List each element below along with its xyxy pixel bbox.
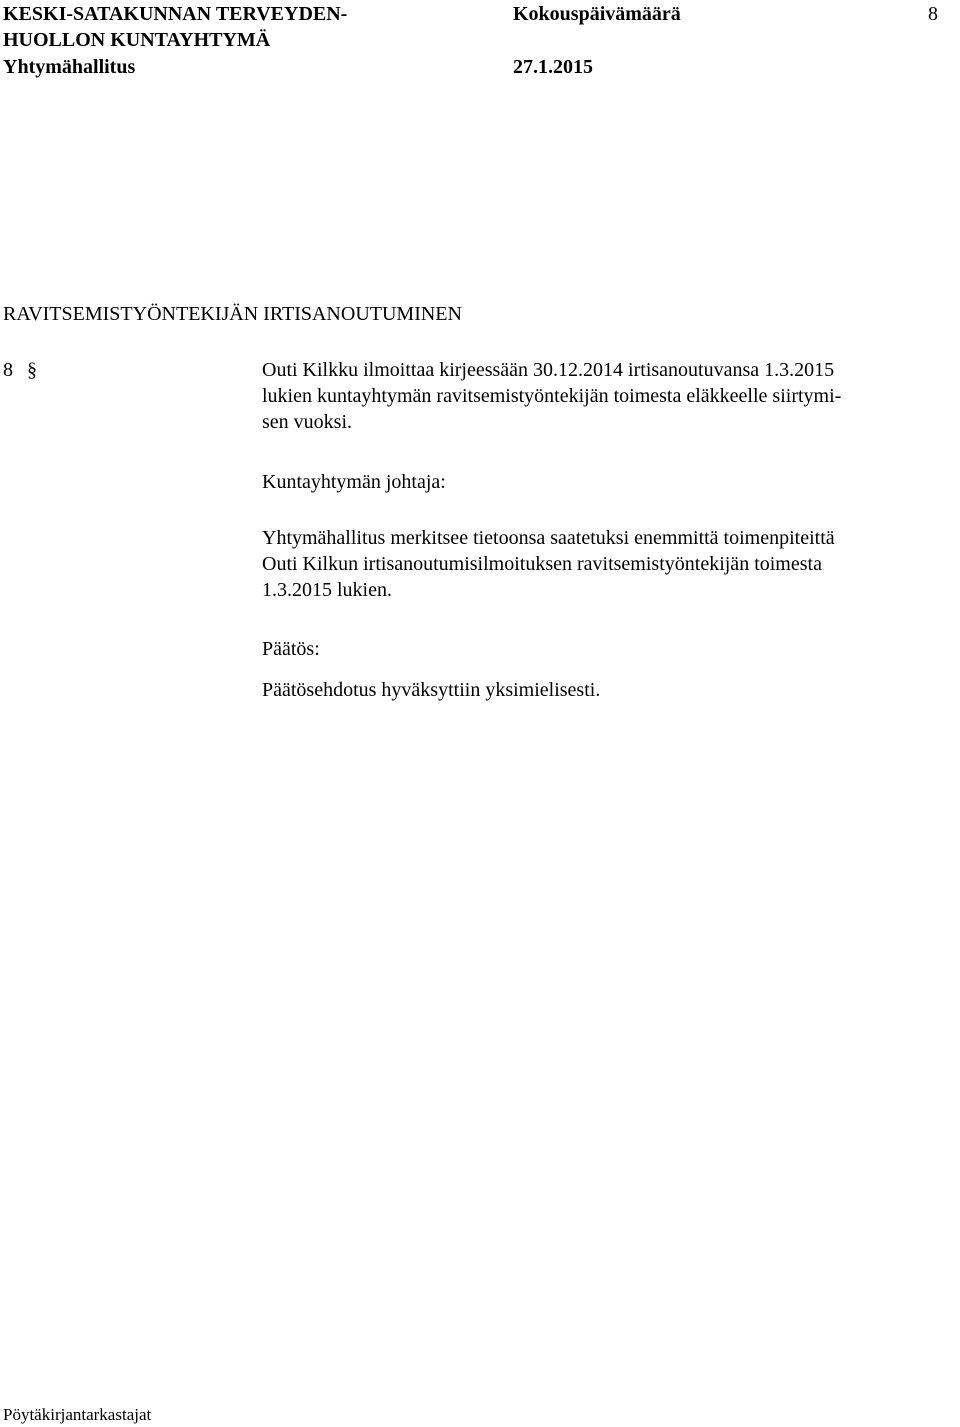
- body-name: Yhtymähallitus: [3, 56, 136, 78]
- intro-line: lukien kuntayhtymän ravitsemistyöntekijän toimesta eläkkeelle siirtymi-: [262, 385, 842, 407]
- proposal-line: Outi Kilkun irtisanoutumisilmoituksen ravitsemistyöntekijän toimesta: [262, 553, 822, 575]
- proposal-paragraph: [262, 525, 952, 603]
- proposal-line: Yhtymähallitus merkitsee tietoonsa saatetuksi enemmittä toimenpiteittä: [262, 527, 835, 549]
- intro-paragraph: [262, 357, 952, 435]
- decision-text: Päätösehdotus hyväksyttiin yksimielisesti.: [262, 679, 601, 701]
- meeting-date-value: 27.1.2015: [513, 56, 593, 78]
- footer-reviewers-label: Pöytäkirjantarkastajat: [3, 1405, 152, 1424]
- page-number: 8: [928, 3, 938, 25]
- organization-name-line2: HUOLLON KUNTAYHTYMÄ: [3, 29, 271, 51]
- section-number: 8: [3, 359, 13, 381]
- intro-line: Outi Kilkku ilmoittaa kirjeessään 30.12.2014 irtisanoutuvansa 1.3.2015: [262, 359, 835, 381]
- intro-line: sen vuoksi.: [262, 411, 352, 433]
- meeting-date-label: Kokouspäivämäärä: [513, 3, 681, 25]
- decision-heading: Päätös:: [262, 638, 320, 660]
- proposal-line: 1.3.2015 lukien.: [262, 579, 392, 601]
- section-symbol-icon: §: [27, 359, 37, 381]
- organization-name-line1: KESKI-SATAKUNNAN TERVEYDEN-: [3, 3, 348, 25]
- section-title: RAVITSEMISTYÖNTEKIJÄN IRTISANOUTUMINEN: [3, 303, 462, 325]
- proposal-heading: Kuntayhtymän johtaja:: [262, 471, 446, 493]
